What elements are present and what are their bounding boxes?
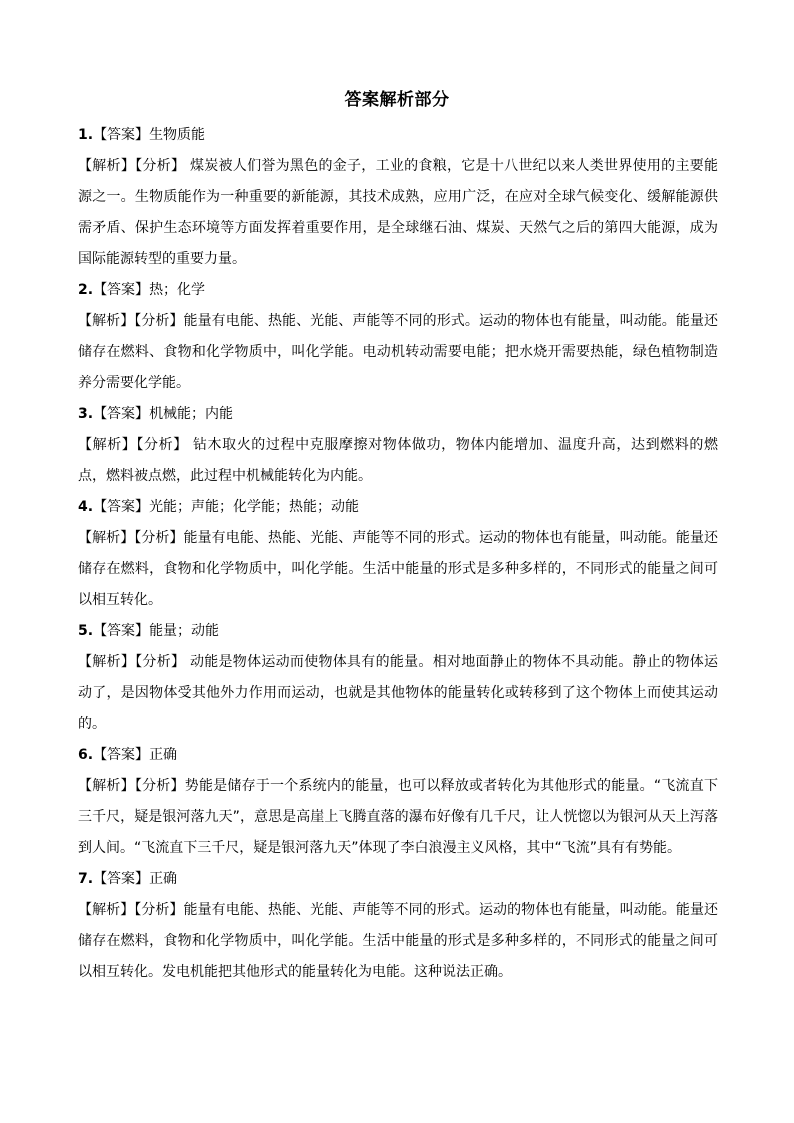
analysis-paragraph xyxy=(78,647,718,740)
analysis-paragraph xyxy=(78,771,718,864)
analysis-tag: 【解析】【分析】 xyxy=(78,313,184,329)
analysis-paragraph xyxy=(78,523,718,616)
answer-item xyxy=(78,399,718,492)
answer-line xyxy=(78,399,718,430)
answer-text: 正确 xyxy=(149,871,178,887)
question-number: 4. xyxy=(78,499,94,515)
analysis-tag: 【解析】【分析】 xyxy=(78,158,186,174)
question-number: 6. xyxy=(78,747,94,763)
answer-item xyxy=(78,740,718,864)
analysis-tag: 【解析】【分析】 xyxy=(78,437,188,453)
analysis-text: 能量有电能、热能、光能、声能等不同的形式。运动的物体也有能量，叫动能。能量还储存在燃料，食物和化学物质中，叫化学能。生活中能量的形式是多种多样的，不同形式的能量之间可以相互转化。发电机能把其他形式的能量转化为电能。这种说法正确。 xyxy=(78,902,719,980)
answer-tag: 【答案】 xyxy=(93,282,150,298)
question-number: 3. xyxy=(78,406,94,422)
answer-text: 光能；声能；化学能；热能；动能 xyxy=(149,499,360,515)
page-title: 答案解析部分 xyxy=(344,90,450,110)
answer-text: 机械能；内能 xyxy=(149,406,234,422)
analysis-tag: 【解析】【分析】 xyxy=(78,654,186,670)
answer-tag: 【答案】 xyxy=(93,127,150,143)
answer-tag: 【答案】 xyxy=(93,623,150,639)
analysis-tag: 【解析】【分析】 xyxy=(78,530,184,546)
analysis-text: 煤炭被人们誉为黑色的金子，工业的食粮，它是十八世纪以来人类世界使用的主要能源之一。生物质能作为一种重要的新能源，其技术成熟，应用广泛，在应对全球气候变化、缓解能源供需矛盾、保护生态环境等方面发挥着重要作用，是全球继石油、煤炭、天然气之后的第四大能源，成为国际能源转型的重要力量。 xyxy=(78,158,718,267)
answer-item xyxy=(78,616,718,740)
analysis-text: 动能是物体运动而使物体具有的能量。相对地面静止的物体不具动能。静止的物体运动了，是因物体受其他外力作用而运动，也就是其他物体的能量转化或转移到了这个物体上而使其运动的。 xyxy=(78,654,718,732)
analysis-paragraph xyxy=(78,306,718,399)
analysis-text: 能量有电能、热能、光能、声能等不同的形式。运动的物体也有能量，叫动能。能量还储存在燃料、食物和化学物质中，叫化学能。电动机转动需要电能；把水烧开需要热能，绿色植物制造养分需要化学能。 xyxy=(78,313,719,391)
question-number: 7. xyxy=(78,871,94,887)
analysis-tag: 【解析】【分析】 xyxy=(78,778,185,794)
answer-tag: 【答案】 xyxy=(93,747,150,763)
question-number: 2. xyxy=(78,282,94,298)
analysis-paragraph xyxy=(78,895,718,988)
analysis-text: 势能是储存于一个系统内的能量，也可以释放或者转化为其他形式的能量。“飞流直下三千尺，疑是银河落九天”，意思是高崖上飞腾直落的瀑布好像有几千尺，让人恍惚以为银河从天上泻落到人间。“飞流直下三千尺，疑是银河落九天”体现了李白浪漫主义风格，其中“飞流”具有有势能。 xyxy=(78,778,718,856)
answer-line xyxy=(78,864,718,895)
analysis-tag: 【解析】【分析】 xyxy=(78,902,184,918)
answer-line xyxy=(78,740,718,771)
question-number: 1. xyxy=(78,127,94,143)
answer-item xyxy=(78,492,718,616)
answer-item xyxy=(78,120,718,275)
question-number: 5. xyxy=(78,623,94,639)
answer-text: 生物质能 xyxy=(149,127,206,143)
answer-tag: 【答案】 xyxy=(93,406,150,422)
answer-list xyxy=(78,120,718,988)
analysis-text: 钻木取火的过程中克服摩擦对物体做功，物体内能增加、温度升高，达到燃料的燃点，燃料被点燃，此过程中机械能转化为内能。 xyxy=(78,437,718,484)
answer-item xyxy=(78,864,718,988)
answer-tag: 【答案】 xyxy=(93,499,150,515)
answer-line xyxy=(78,492,718,523)
answer-line xyxy=(78,120,718,151)
answer-line xyxy=(78,275,718,306)
analysis-paragraph xyxy=(78,430,718,492)
answer-line xyxy=(78,616,718,647)
answer-tag: 【答案】 xyxy=(93,871,150,887)
answer-text: 热；化学 xyxy=(149,282,206,298)
answer-item xyxy=(78,275,718,399)
answer-text: 正确 xyxy=(149,747,178,763)
analysis-paragraph xyxy=(78,151,718,275)
analysis-text: 能量有电能、热能、光能、声能等不同的形式。运动的物体也有能量，叫动能。能量还储存在燃料，食物和化学物质中，叫化学能。生活中能量的形式是多种多样的，不同形式的能量之间可以相互转化。 xyxy=(78,530,719,608)
answer-text: 能量；动能 xyxy=(149,623,220,639)
